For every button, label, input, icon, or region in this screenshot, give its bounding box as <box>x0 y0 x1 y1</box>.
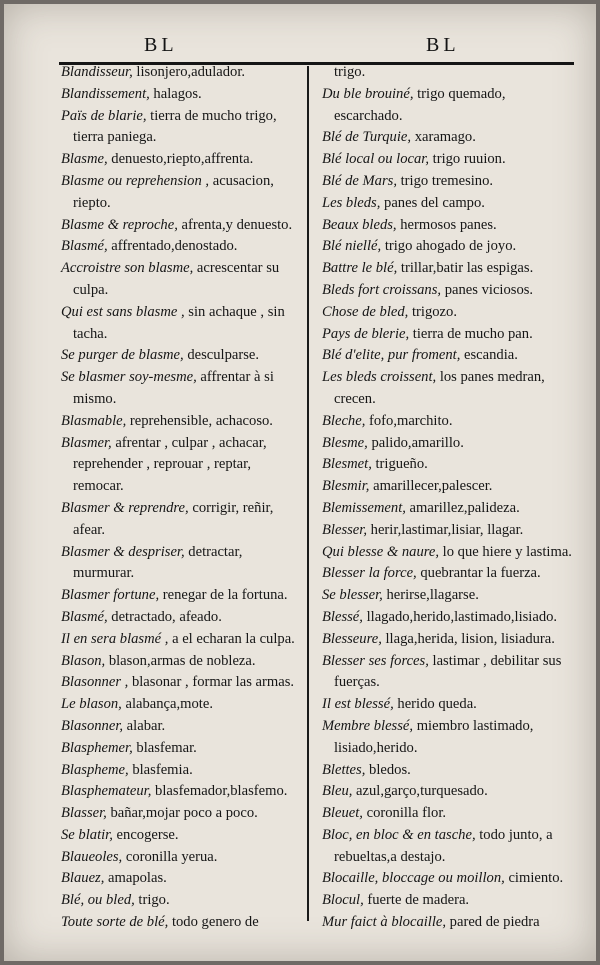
entry-headword: Il en sera blasmé , <box>61 630 169 647</box>
entry-headword: Blesser la force, <box>322 565 417 582</box>
entry-headword: Blandisseur, <box>61 64 133 80</box>
dictionary-entry <box>322 280 574 302</box>
entry-definition: acrescentar su culpa. <box>73 260 280 298</box>
dictionary-entry <box>61 607 301 629</box>
entry-headword: Blason, <box>61 652 106 669</box>
entry-headword: Blé d'elite, pur froment, <box>322 347 461 364</box>
entry-definition: amarillez,palideza. <box>405 499 520 516</box>
entry-headword: Blasphemateur, <box>61 783 152 800</box>
entry-definition: affrentar à si mismo. <box>73 369 274 407</box>
entry-headword: Pays de blerie, <box>322 325 410 342</box>
dictionary-entry <box>322 454 574 476</box>
entry-definition: trigo ahogado de joyo. <box>381 238 517 255</box>
entry-definition: desculparse. <box>183 347 260 364</box>
dictionary-entry <box>61 694 301 716</box>
entry-definition: afrenta,y denuesto. <box>177 216 293 233</box>
running-head-right: BL <box>426 34 460 56</box>
dictionary-entry <box>322 868 574 890</box>
dictionary-entry <box>61 411 301 433</box>
entry-headword: Blesme, <box>322 434 368 451</box>
entry-definition: hermosos panes. <box>396 216 497 233</box>
dictionary-entry <box>61 585 301 607</box>
entry-headword: Les bleds croissent, <box>322 369 437 386</box>
dictionary-entry <box>61 433 301 498</box>
dictionary-entry <box>322 476 574 498</box>
dictionary-entry <box>322 411 574 433</box>
entry-headword: Blé local ou locar, <box>322 151 430 168</box>
entry-headword: Blesser, <box>322 521 367 538</box>
entry-definition: trigozo. <box>408 303 457 320</box>
entry-definition: halagos. <box>149 85 202 102</box>
entry-headword: Bloc, en bloc & en tasche, <box>322 826 476 843</box>
entry-headword: Accroistre son blasme, <box>61 260 194 277</box>
entry-headword: Blaueoles, <box>61 848 123 865</box>
entry-definition: blason,armas de nobleza. <box>105 652 256 669</box>
dictionary-entry <box>322 629 574 651</box>
entry-definition: afrentar , culpar , achacar, reprehender , reprouar , reptar, remocar. <box>73 434 267 495</box>
entry-headword: Blasonner , <box>61 674 129 691</box>
dictionary-entry <box>61 781 301 803</box>
dictionary-entry <box>322 563 574 585</box>
dictionary-entry <box>322 127 574 149</box>
entry-definition: amarillecer,palescer. <box>369 478 493 495</box>
entry-headword: Blé de Mars, <box>322 172 397 189</box>
dictionary-entry <box>61 890 301 912</box>
dictionary-entry <box>61 651 301 673</box>
dictionary-entry <box>322 607 574 629</box>
entry-headword: Blemissement, <box>322 499 406 516</box>
entry-definition: fofo,marchito. <box>365 412 453 429</box>
dictionary-entry <box>61 171 301 215</box>
dictionary-page <box>4 4 596 961</box>
dictionary-entry <box>61 738 301 760</box>
entry-definition: trigo tremesino. <box>396 172 494 189</box>
entry-headword: Blasme ou reprehension , <box>61 172 210 189</box>
entry-definition: escandia. <box>460 347 518 364</box>
entry-definition: denuesto,riepto,affrenta. <box>107 151 254 168</box>
entry-definition: bañar,mojar poco a poco. <box>106 805 258 822</box>
entry-definition: trigo. <box>334 64 366 80</box>
entry-headword: Blé niellé, <box>322 238 382 255</box>
entry-definition: lisonjero,adulador. <box>132 64 246 80</box>
entry-headword: Blé, ou bled, <box>61 892 135 909</box>
entry-headword: Bleche, <box>322 412 366 429</box>
entry-headword: Blasphemer, <box>61 739 133 756</box>
entry-headword: Du ble brouiné, <box>322 85 414 102</box>
dictionary-entry <box>61 302 301 346</box>
dictionary-entry <box>61 62 301 84</box>
dictionary-entry <box>61 542 301 586</box>
entry-headword: Se purger de blasme, <box>61 347 184 364</box>
entry-definition: llagado,herido,lastimado,lisiado. <box>362 608 558 625</box>
entry-definition: panes viciosos. <box>441 281 534 298</box>
entry-definition: quebrantar la fuerza. <box>416 565 541 582</box>
entry-headword: Bleu, <box>322 783 353 800</box>
entry-headword: Le blason, <box>61 696 122 713</box>
entry-definition: xaramago. <box>411 129 476 146</box>
entry-headword: Blauez, <box>61 870 105 887</box>
entry-headword: Blesmet, <box>322 456 372 473</box>
dictionary-entry <box>322 433 574 455</box>
dictionary-entry <box>322 781 574 803</box>
entry-headword: Se blatir, <box>61 826 113 843</box>
dictionary-entry <box>322 912 574 934</box>
entry-definition: palido,amarillo. <box>367 434 464 451</box>
right-column <box>322 62 574 934</box>
dictionary-entry <box>61 367 301 411</box>
entry-definition: encogerse. <box>112 826 179 843</box>
dictionary-entry <box>61 215 301 237</box>
dictionary-entry <box>322 215 574 237</box>
entry-headword: Blasmable, <box>61 412 127 429</box>
entry-definition: herido queda. <box>393 696 477 713</box>
entry-definition: todo genero de <box>168 914 259 931</box>
dictionary-entry <box>61 825 301 847</box>
entry-headword: Blesseure, <box>322 630 382 647</box>
entry-headword: Blesmir, <box>322 478 370 495</box>
entry-definition: blasfemia. <box>128 761 193 778</box>
dictionary-entry <box>322 62 574 84</box>
entry-definition: alabar. <box>123 717 166 734</box>
entry-headword: Blocaille, bloccage ou moillon, <box>322 870 505 887</box>
entry-headword: Membre blessé, <box>322 717 414 734</box>
entry-headword: Blocul, <box>322 892 364 909</box>
entry-headword: Se blesser, <box>322 587 383 604</box>
dictionary-entry <box>61 803 301 825</box>
entry-definition: detractado, afeado. <box>107 608 222 625</box>
dictionary-entry <box>61 258 301 302</box>
dictionary-entry <box>61 629 301 651</box>
entry-headword: Blasmer & despriser, <box>61 543 185 560</box>
dictionary-entry <box>61 345 301 367</box>
dictionary-entry <box>322 803 574 825</box>
entry-headword: Blasmer, <box>61 434 112 451</box>
entry-definition: llaga,herida, lision, lisiadura. <box>381 630 555 647</box>
dictionary-entry <box>61 149 301 171</box>
entry-definition: sin achaque , sin tacha. <box>73 303 285 342</box>
entry-headword: Blasme & reproche, <box>61 216 178 233</box>
entry-headword: Qui blesse & naure, <box>322 543 440 560</box>
entry-definition: azul,garço,turquesado. <box>352 783 488 800</box>
running-head-left: BL <box>144 34 178 56</box>
dictionary-entry <box>322 694 574 716</box>
entry-definition: herir,lastimar,lisiar, llagar. <box>367 521 524 538</box>
entry-headword: Blessé, <box>322 608 363 625</box>
entry-headword: Blasme, <box>61 151 108 168</box>
dictionary-entry <box>322 585 574 607</box>
dictionary-entry <box>322 498 574 520</box>
entry-headword: Blasser, <box>61 805 107 822</box>
entry-definition: bledos. <box>365 761 411 778</box>
dictionary-entry <box>61 868 301 890</box>
entry-headword: Blettes, <box>322 761 366 778</box>
entry-headword: Bleds fort croissans, <box>322 281 442 298</box>
entry-definition: coronilla flor. <box>362 805 447 822</box>
entry-definition: trillar,batir las espigas. <box>397 260 534 277</box>
dictionary-entry <box>61 760 301 782</box>
dictionary-entry <box>322 171 574 193</box>
dictionary-entry <box>322 651 574 695</box>
entry-headword: Bleuet, <box>322 805 363 822</box>
dictionary-entry <box>61 84 301 106</box>
entry-definition: fuerte de madera. <box>363 892 470 909</box>
column-divider <box>307 66 309 921</box>
entry-definition: lastimar , debilitar sus fuerças. <box>334 652 562 691</box>
entry-headword: Il est blessé, <box>322 696 394 713</box>
entry-headword: Blasmer fortune, <box>61 587 160 604</box>
dictionary-entry <box>61 106 301 150</box>
entry-definition: trigo. <box>134 892 170 909</box>
entry-definition: amapolas. <box>104 870 167 887</box>
entry-definition: corrigir, reñir, afear. <box>73 499 274 538</box>
entry-definition: blasfemar. <box>132 739 197 756</box>
entry-definition: alabança,mote. <box>121 696 213 713</box>
entry-definition: a el echaran la culpa. <box>168 630 295 647</box>
dictionary-entry <box>322 236 574 258</box>
entry-headword: Battre le blé, <box>322 260 398 277</box>
entry-definition: todo junto, a rebueltas,a destajo. <box>334 826 553 865</box>
entry-definition: los panes medran, crecen. <box>334 369 545 407</box>
entry-headword: Blaspheme, <box>61 761 129 778</box>
entry-definition: renegar de la fortuna. <box>159 587 288 604</box>
entry-definition: tierra de mucho trigo, tierra paniega. <box>73 107 277 146</box>
dictionary-entry <box>322 84 574 128</box>
entry-headword: Blasmer & reprendre, <box>61 499 189 516</box>
entry-definition: cimiento. <box>504 870 564 887</box>
entry-headword: Chose de bled, <box>322 303 409 320</box>
dictionary-entry <box>322 367 574 411</box>
entry-definition: affrentado,denostado. <box>107 238 238 255</box>
entry-headword: Qui est sans blasme , <box>61 303 185 320</box>
entry-definition: miembro lastimado, lisiado,herido. <box>334 717 534 756</box>
dictionary-entry <box>322 258 574 280</box>
entry-definition: pared de piedra <box>446 914 540 931</box>
dictionary-entry <box>61 847 301 869</box>
entry-definition: detractar, murmurar. <box>73 543 243 582</box>
dictionary-entry <box>61 716 301 738</box>
entry-definition: trigueño. <box>371 456 428 473</box>
entry-headword: Toute sorte de blé, <box>61 914 169 931</box>
entry-headword: Beaux bleds, <box>322 216 397 233</box>
entry-headword: Païs de blarie, <box>61 107 147 124</box>
entry-headword: Blé de Turquie, <box>322 129 412 146</box>
entry-definition: acusacion, riepto. <box>73 172 274 211</box>
entry-definition: blasfemador,blasfemo. <box>151 783 288 800</box>
entry-headword: Blasmé, <box>61 608 108 625</box>
entry-definition: lo que hiere y lastima. <box>439 543 572 560</box>
dictionary-entry <box>322 825 574 869</box>
dictionary-entry <box>322 520 574 542</box>
entry-definition: reprehensible, achacoso. <box>126 412 273 429</box>
entry-definition: trigo quemado, escarchado. <box>334 85 506 124</box>
dictionary-entry <box>61 912 301 934</box>
entry-definition: tierra de mucho pan. <box>409 325 533 342</box>
entry-headword: Se blasmer soy-mesme, <box>61 369 197 386</box>
dictionary-entry <box>322 193 574 215</box>
entry-headword: Blandissement, <box>61 85 150 102</box>
dictionary-entry <box>322 890 574 912</box>
entry-headword: Mur faict à blocaille, <box>322 914 447 931</box>
entry-definition: blasonar , formar las armas. <box>128 674 295 691</box>
dictionary-entry <box>61 672 301 694</box>
dictionary-entry <box>322 149 574 171</box>
entry-headword: Blasmé, <box>61 238 108 255</box>
left-column <box>61 62 301 934</box>
entry-headword: Blesser ses forces, <box>322 652 429 669</box>
dictionary-entry <box>322 542 574 564</box>
dictionary-entry <box>61 498 301 542</box>
dictionary-entry <box>61 236 301 258</box>
dictionary-entry <box>322 760 574 782</box>
dictionary-entry <box>322 345 574 367</box>
dictionary-entry <box>322 324 574 346</box>
entry-definition: herirse,llagarse. <box>382 587 479 604</box>
entry-definition: panes del campo. <box>380 194 485 211</box>
entry-definition: coronilla yerua. <box>122 848 218 865</box>
entry-headword: Blasonner, <box>61 717 124 734</box>
dictionary-entry <box>322 302 574 324</box>
dictionary-entry <box>322 716 574 760</box>
entry-headword: Les bleds, <box>322 194 381 211</box>
entry-definition: trigo ruuion. <box>429 151 506 168</box>
